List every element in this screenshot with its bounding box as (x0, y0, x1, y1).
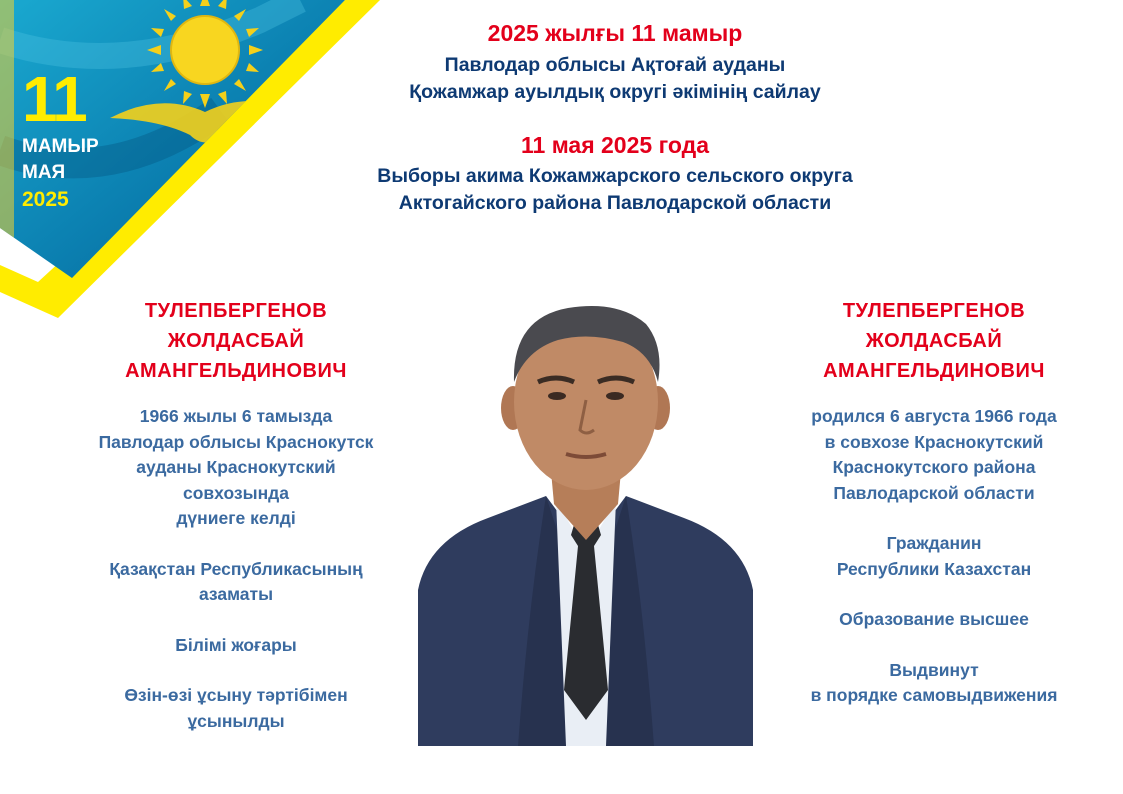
header-title-ru-line1: Выборы акима Кожамжарского сельского округа (377, 165, 853, 187)
bio-line: в порядке самовыдвижения (810, 685, 1058, 705)
bio-line: ұсынылды (187, 710, 285, 731)
header-title-kz-line2: Қожамжар ауылдық округі әкімінің сайлау (409, 81, 821, 103)
bio-line: Павлодар облысы Краснокутск (98, 431, 374, 452)
bio-citizenship-ru (754, 531, 1114, 582)
header-title-ru-line2: Актогайского района Павлодарской области (398, 192, 832, 214)
candidate-patronymic: АМАНГЕЛЬДИНОВИЧ (823, 360, 1045, 382)
bio-line: родился 6 августа 1966 года (811, 406, 1057, 426)
bio-line: 1966 жылы 6 тамызда (139, 406, 333, 426)
election-month-kz: МАМЫР (22, 136, 99, 157)
candidate-photo (418, 290, 753, 746)
bio-line: дүниеге келді (176, 508, 296, 528)
bio-line: ауданы Краснокутский (136, 457, 336, 477)
candidate-info-ru (754, 296, 1114, 709)
bio-line: Образование высшее (839, 609, 1029, 629)
header-date-ru: 11 мая 2025 года (521, 132, 709, 158)
candidate-first-name: ЖОЛДАСБАЙ (865, 330, 1003, 352)
candidate-surname: ТУЛЕПБЕРГЕНОВ (842, 300, 1026, 322)
bio-born-kz (56, 404, 416, 532)
candidate-patronymic: АМАНГЕЛЬДИНОВИЧ (125, 360, 347, 382)
bio-line: Павлодарской области (833, 482, 1035, 503)
bio-line: в совхозе Краснокутский (824, 431, 1044, 452)
bio-born-ru (754, 404, 1114, 506)
bio-line: Қазақстан Республикасының (109, 558, 363, 579)
bio-education-ru (754, 607, 1114, 633)
election-year: 2025 (22, 188, 69, 211)
bio-line: совхозында (183, 482, 289, 503)
election-month-ru: МАЯ (22, 162, 66, 183)
bio-education-kz (56, 633, 416, 659)
bio-line: Краснокутского района (832, 457, 1036, 477)
candidate-surname: ТУЛЕПБЕРГЕНОВ (144, 300, 328, 322)
bio-line: Гражданин (886, 533, 982, 553)
bio-line: Білімі жоғары (175, 634, 297, 655)
candidate-first-name: ЖОЛДАСБАЙ (167, 330, 305, 352)
bio-nomination-ru (754, 658, 1114, 709)
header-title-kz-line1: Павлодар облысы Ақтоғай ауданы (444, 54, 786, 76)
corner-flag-graphic (0, 0, 380, 320)
header-date-kz: 2025 жылғы 11 мамыр (487, 20, 743, 46)
bio-nomination-kz (56, 683, 416, 734)
candidate-info-kz (56, 296, 416, 734)
election-day: 11 (22, 63, 86, 135)
bio-line: Республики Казахстан (836, 558, 1032, 579)
bio-line: Выдвинут (889, 659, 979, 680)
bio-citizenship-kz (56, 557, 416, 608)
bio-line: азаматы (198, 584, 274, 604)
bio-line: Өзін-өзі ұсыну тәртібімен (124, 685, 348, 705)
